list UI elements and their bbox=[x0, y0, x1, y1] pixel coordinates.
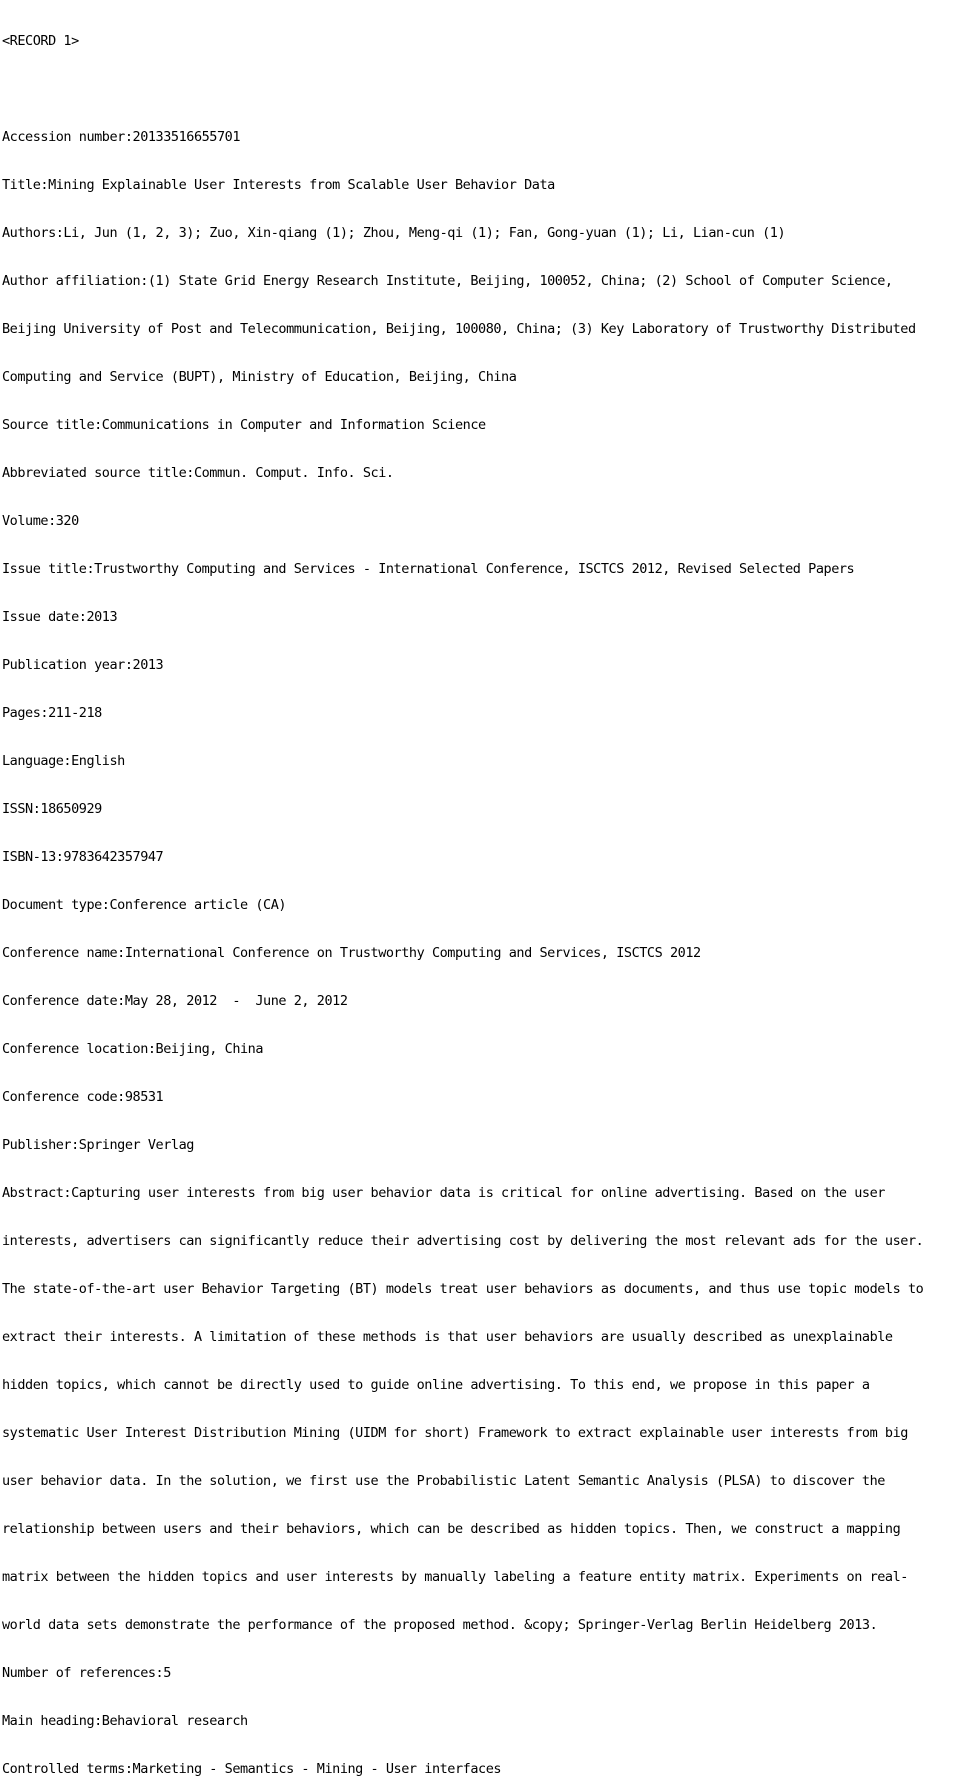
abbreviated-source-title-field: Abbreviated source title:Commun. Comput. Info. Sci. bbox=[2, 465, 394, 481]
number-of-references-field: Number of references:5 bbox=[2, 1665, 171, 1681]
isbn-field: ISBN-13:9783642357947 bbox=[2, 849, 164, 865]
record-document bbox=[2, 1, 970, 1782]
record-header: <RECORD 1> bbox=[2, 33, 79, 49]
abstract-line-2: interests, advertisers can significantly reduce their advertising cost by delivering the most relevant ads for the user. bbox=[2, 1233, 924, 1249]
publication-year-field: Publication year:2013 bbox=[2, 657, 164, 673]
conference-code-field: Conference code:98531 bbox=[2, 1089, 164, 1105]
language-field: Language:English bbox=[2, 753, 125, 769]
title-field: Title:Mining Explainable User Interests from Scalable User Behavior Data bbox=[2, 177, 555, 193]
abstract-line-1: Abstract:Capturing user interests from big user behavior data is critical for online advertising. Based on the user bbox=[2, 1185, 885, 1201]
issue-title-field: Issue title:Trustworthy Computing and Services - International Conference, ISCTCS 2012, Revised Selected Papers bbox=[2, 561, 855, 577]
publisher-field: Publisher:Springer Verlag bbox=[2, 1137, 194, 1153]
abstract-line-4: extract their interests. A limitation of these methods is that user behaviors are usually described as unexplainable bbox=[2, 1329, 893, 1345]
pages-field: Pages:211-218 bbox=[2, 705, 102, 721]
abstract-line-6: systematic User Interest Distribution Mining (UIDM for short) Framework to extract explainable user interests from big bbox=[2, 1425, 908, 1441]
authors-field: Authors:Li, Jun (1, 2, 3); Zuo, Xin-qiang (1); Zhou, Meng-qi (1); Fan, Gong-yuan (1); Li, Lian-cun (1) bbox=[2, 225, 786, 241]
volume-field: Volume:320 bbox=[2, 513, 79, 529]
abstract-line-8: relationship between users and their behaviors, which can be described as hidden topics. Then, we construct a mapping bbox=[2, 1521, 901, 1537]
abstract-line-9: matrix between the hidden topics and user interests by manually labeling a feature entity matrix. Experiments on real- bbox=[2, 1569, 908, 1585]
source-title-field: Source title:Communications in Computer and Information Science bbox=[2, 417, 486, 433]
conference-name-field: Conference name:International Conference on Trustworthy Computing and Services, ISCTCS 2012 bbox=[2, 945, 701, 961]
document-type-field: Document type:Conference article (CA) bbox=[2, 897, 287, 913]
blank-line bbox=[2, 81, 970, 97]
author-affiliation-line-1: Author affiliation:(1) State Grid Energy Research Institute, Beijing, 100052, China; (2) School of Computer Science, bbox=[2, 273, 893, 289]
issue-date-field: Issue date:2013 bbox=[2, 609, 118, 625]
abstract-line-10: world data sets demonstrate the performance of the proposed method. &copy; Springer-Verlag Berlin Heidelberg 2013. bbox=[2, 1617, 878, 1633]
abstract-line-7: user behavior data. In the solution, we first use the Probabilistic Latent Semantic Analysis (PLSA) to discover the bbox=[2, 1473, 885, 1489]
main-heading-field: Main heading:Behavioral research bbox=[2, 1713, 248, 1729]
abstract-line-5: hidden topics, which cannot be directly used to guide online advertising. To this end, we propose in this paper a bbox=[2, 1377, 870, 1393]
issn-field: ISSN:18650929 bbox=[2, 801, 102, 817]
accession-number: Accession number:20133516655701 bbox=[2, 129, 241, 145]
conference-date-field: Conference date:May 28, 2012 - June 2, 2012 bbox=[2, 993, 348, 1009]
author-affiliation-line-3: Computing and Service (BUPT), Ministry of Education, Beijing, China bbox=[2, 369, 517, 385]
controlled-terms-field-partial: Controlled terms:Marketing - Semantics - Mining - User interfaces bbox=[2, 1761, 502, 1777]
author-affiliation-line-2: Beijing University of Post and Telecommunication, Beijing, 100080, China; (3) Key Laboratory of Trustworthy Distributed bbox=[2, 321, 916, 337]
abstract-line-3: The state-of-the-art user Behavior Targeting (BT) models treat user behaviors as documents, and thus use topic models to bbox=[2, 1281, 924, 1297]
conference-location-field: Conference location:Beijing, China bbox=[2, 1041, 264, 1057]
